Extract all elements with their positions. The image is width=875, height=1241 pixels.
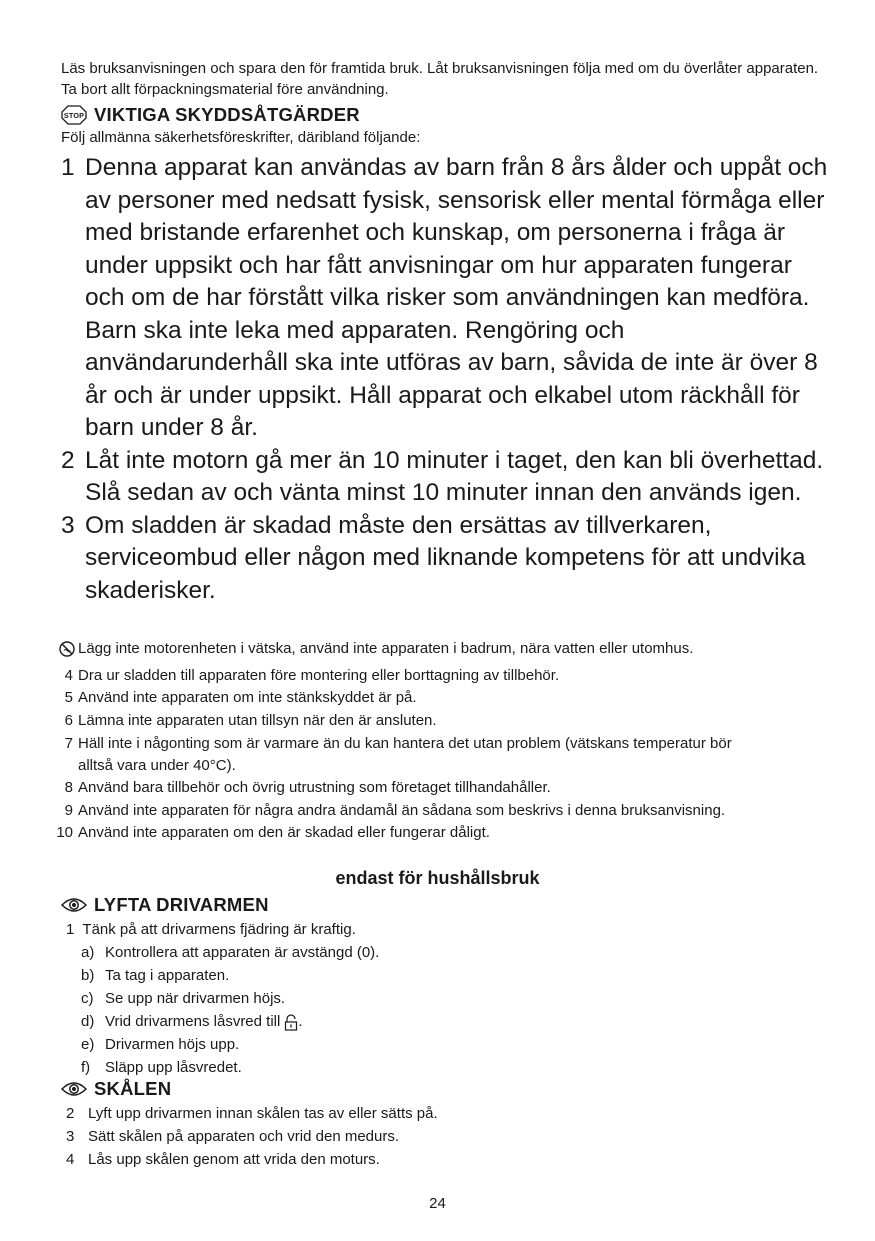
lift-list (61, 918, 821, 1079)
item-text: Lås upp skålen genom att vrida den moturs. (88, 1151, 380, 1168)
step-label: e) (81, 1036, 95, 1053)
list-item (40, 800, 840, 822)
step-label: d) (81, 1013, 95, 1030)
item-text: Lyft upp drivarmen innan skålen tas av eller sätts på. (88, 1105, 438, 1122)
item-number: 6 (64, 712, 73, 730)
item-text: Om sladden är skadad måste den ersättas av tillverkaren, serviceombud eller någon med liknande kompetens för att undvika skaderisker. (85, 511, 806, 604)
step-label: f) (81, 1059, 91, 1076)
bowl-title: SKÅLEN (94, 1078, 172, 1099)
list-item (61, 1148, 821, 1171)
item-text: 1 Tänk på att drivarmens fjädring är kraftig. (66, 921, 356, 938)
list-item (40, 777, 840, 800)
step-text: Ta tag i apparaten. (105, 967, 230, 984)
eye-icon (61, 1080, 87, 1098)
item-text: Använd inte apparaten om den är skadad eller fungerar dåligt. (78, 823, 490, 841)
step-text: Kontrollera att apparaten är avstängd (0). (105, 944, 380, 961)
item-text: Dra ur sladden till apparaten före montering eller borttagning av tillbehör. (78, 666, 560, 684)
minor-safety-list (40, 638, 840, 844)
stop-icon (61, 105, 87, 125)
stop-icon-label: STOP (63, 111, 85, 121)
item-number: 2 (66, 1105, 75, 1122)
unlock-icon (284, 1014, 298, 1031)
list-item (40, 687, 840, 710)
list-item (40, 665, 840, 688)
list-item (40, 638, 840, 665)
item-number: 9 (64, 801, 73, 819)
list-item (40, 710, 840, 733)
item-number: 8 (64, 778, 73, 796)
item-text: Lämna inte apparaten utan tillsyn när den är ansluten. (78, 712, 437, 730)
list-item (81, 987, 821, 1010)
step-label: a) (81, 944, 95, 961)
item-text: Låt inte motorn gå mer än 10 minuter i taget, den kan bli överhettad. Slå sedan av och vänta minst 10 minuter innan den används igen. (85, 446, 824, 506)
bowl-list (61, 1102, 821, 1171)
step-text: Drivarmen höjs upp. (105, 1036, 240, 1053)
list-item (61, 1125, 821, 1148)
household-note: endast för hushållsbruk (335, 868, 540, 888)
lift-heading (61, 894, 269, 916)
item-number: 3 (61, 511, 75, 539)
list-item (81, 964, 821, 987)
list-item (61, 918, 821, 941)
step-label: b) (81, 967, 95, 984)
lift-steps (61, 941, 821, 1079)
item-number: 7 (64, 734, 73, 752)
item-text: Använd inte apparaten för några andra ändamål än sådana som beskrivs i denna bruksanvisning. (78, 801, 726, 819)
prohibited-icon (59, 641, 75, 657)
step-text-wrapper (105, 1010, 303, 1033)
item-text: Lägg inte motorenheten i vätska, använd inte apparaten i badrum, nära vatten eller utomhus. (78, 640, 694, 657)
list-item (81, 941, 821, 964)
list-item (61, 1102, 821, 1125)
period: . (298, 1013, 303, 1030)
list-item (40, 733, 840, 777)
step-text: Släpp upp låsvredet. (105, 1059, 242, 1076)
major-safety-list (61, 152, 831, 607)
safety-heading (61, 104, 360, 126)
item-number: 1 (61, 154, 75, 181)
lift-title: LYFTA DRIVARMEN (94, 894, 269, 915)
item-number: 4 (66, 1151, 75, 1168)
step-text: Vrid drivarmens låsvred till (105, 1013, 281, 1030)
item-marker (40, 638, 78, 665)
safety-subtitle: Följ allmänna säkerhetsföreskrifter, däribland följande: (61, 129, 421, 146)
list-item (81, 1010, 821, 1033)
step-label: c) (81, 990, 94, 1007)
item-text: Häll inte i någonting som är varmare än du kan hantera det utan problem (vätskans temperatur bör alltså vara under 40°C). (78, 734, 732, 774)
item-number: 3 (66, 1128, 75, 1145)
item-text: Använd inte apparaten om inte stänkskyddet är på. (78, 689, 417, 707)
list-item (40, 822, 840, 845)
item-number: 5 (64, 689, 73, 707)
list-item (81, 1056, 821, 1079)
safety-title: VIKTIGA SKYDDSÅTGÄRDER (94, 104, 360, 125)
page-number: 24 (429, 1195, 446, 1212)
item-text: Använd bara tillbehör och övrig utrustning som företaget tillhandahåller. (78, 778, 551, 796)
item-text: Denna apparat kan användas av barn från 8 års ålder och uppåt och av personer med nedsatt fysisk, sensorisk eller mental förmåga eller med bristande erfarenhet och kunskap, om personerna i fråga är under uppsikt och har fått anvisningar om hur apparaten fungerar och om de har förstått vilka risker som användningen kan medföra. Barn ska inte leka med apparaten. Rengöring och användarunderhåll ska inte utföras av barn, såvida de inte är över 8 år och är under uppsikt. Håll apparat och elkabel utom räckhåll för barn under 8 år. (85, 154, 828, 441)
item-number: 2 (61, 446, 75, 474)
item-text: Sätt skålen på apparaten och vrid den medurs. (88, 1128, 400, 1145)
item-number: 10 (56, 823, 73, 841)
item-number: 4 (64, 666, 73, 684)
list-item (61, 510, 831, 608)
bowl-heading (61, 1078, 171, 1100)
step-text: Se upp när drivarmen höjs. (105, 990, 286, 1007)
list-item (61, 445, 831, 510)
list-item (61, 152, 831, 445)
intro-text: Läs bruksanvisningen och spara den för framtida bruk. Låt bruksanvisningen följa med om du överlåter apparaten. Ta bort allt förpackningsmaterial före användning. (61, 60, 819, 98)
eye-icon (61, 896, 87, 914)
list-item (81, 1033, 821, 1056)
